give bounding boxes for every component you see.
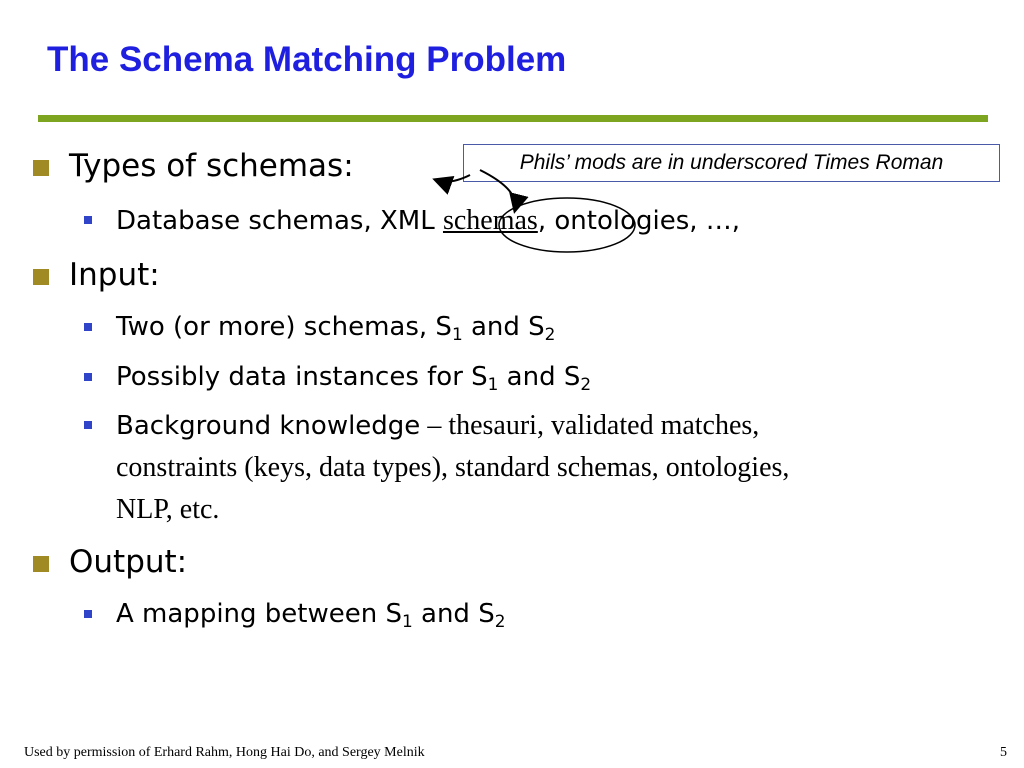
- edited-word: schemas: [442, 205, 538, 236]
- bullet-types-of-schemas: Types of schemas:: [69, 148, 354, 184]
- sub-bullet-two-schemas: Two (or more) schemas, $S_1$ and $S_2$: [116, 312, 555, 342]
- square-bullet-icon: [33, 269, 49, 285]
- sub-bullet-mapping: A mapping between $S_1$ and $S_2$: [116, 599, 505, 629]
- sub-bullet-background-knowledge: Background knowledge – thesauri, validated matches,: [116, 410, 759, 442]
- background-knowledge-line3: NLP, etc.: [116, 494, 220, 525]
- square-bullet-icon: [33, 160, 49, 176]
- square-bullet-icon: [84, 373, 92, 381]
- sub-bullet-database-schemas: Database schemas, XML schemas, ontologies, …,: [116, 205, 740, 237]
- bullet-input: Input:: [69, 257, 160, 293]
- title-divider: [38, 115, 988, 122]
- square-bullet-icon: [33, 556, 49, 572]
- square-bullet-icon: [84, 421, 92, 429]
- footer-credit: Used by permission of Erhard Rahm, Hong Hai Do, and Sergey Melnik: [24, 745, 425, 760]
- square-bullet-icon: [84, 610, 92, 618]
- page-number: 5: [1000, 745, 1007, 760]
- bullet-output: Output:: [69, 544, 187, 580]
- square-bullet-icon: [84, 323, 92, 331]
- sub-bullet-data-instances: Possibly data instances for $S_1$ and $S_2$: [116, 362, 591, 392]
- background-knowledge-line2: constraints (keys, data types), standard schemas, ontologies,: [116, 452, 790, 483]
- annotation-note: Phils’ mods are in underscored Times Roman: [463, 144, 1000, 182]
- square-bullet-icon: [84, 216, 92, 224]
- slide-title: The Schema Matching Problem: [47, 40, 567, 79]
